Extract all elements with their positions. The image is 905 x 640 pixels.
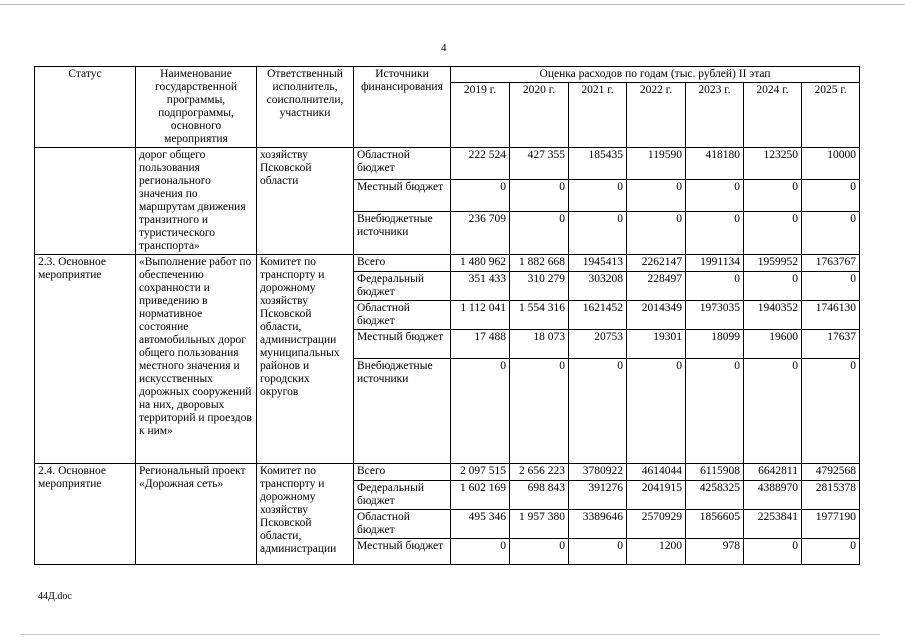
year-header: 2024 г. [744,83,802,148]
funding-source-cell: Всего [354,255,451,272]
value-cell: 1 957 380 [510,510,569,539]
responsible-cell: Комитет по транспорту и дорожному хозяйству Псковской области, администрации муниципальных районов и городских округов [257,255,354,464]
value-cell: 2 097 515 [451,464,510,481]
year-header: 2023 г. [686,83,744,148]
funding-source-cell: Местный бюджет [354,539,451,565]
value-cell: 2262147 [627,255,686,272]
value-cell: 2 656 223 [510,464,569,481]
funding-source-cell: Внебюджетные источники [354,359,451,464]
value-cell: 3780922 [569,464,627,481]
responsible-cell: хозяйству Псковской области [257,148,354,255]
value-cell: 0 [744,272,802,301]
value-cell: 2253841 [744,510,802,539]
funding-source-cell: Местный бюджет [354,330,451,359]
program-name-cell: дорог общего пользования регионального значения по маршрутам движения транзитного и туристического транспорта» [136,148,257,255]
value-cell: 0 [744,180,802,211]
value-cell: 0 [569,359,627,464]
value-cell: 0 [686,359,744,464]
value-cell: 185435 [569,148,627,180]
value-cell: 123250 [744,148,802,180]
funding-source-cell: Внебюджетные источники [354,211,451,254]
value-cell: 18 073 [510,330,569,359]
value-cell: 1973035 [686,301,744,330]
value-cell: 0 [510,211,569,254]
value-cell: 351 433 [451,272,510,301]
bottom-edge-line [20,634,880,635]
funding-source-cell: Всего [354,464,451,481]
value-cell: 1 602 169 [451,481,510,510]
value-cell: 2014349 [627,301,686,330]
year-header: 2019 г. [451,83,510,148]
value-cell: 19301 [627,330,686,359]
value-cell: 978 [686,539,744,565]
col-responsible-header: Ответственный исполнитель, соисполнители, участники [257,67,354,148]
value-cell: 1940352 [744,301,802,330]
value-cell: 18099 [686,330,744,359]
value-cell: 4614044 [627,464,686,481]
value-cell: 418180 [686,148,744,180]
value-cell: 0 [510,359,569,464]
value-cell: 3389646 [569,510,627,539]
funding-source-cell: Федеральный бюджет [354,272,451,301]
funding-source-cell: Федеральный бюджет [354,481,451,510]
status-cell: 2.4. Основное мероприятие [35,464,136,565]
value-cell: 1 554 316 [510,301,569,330]
value-cell: 495 346 [451,510,510,539]
value-cell: 0 [451,359,510,464]
value-cell: 2815378 [802,481,860,510]
value-cell: 0 [510,539,569,565]
value-cell: 6115908 [686,464,744,481]
table-row [35,148,860,180]
page-number: 4 [441,42,447,54]
value-cell: 1621452 [569,301,627,330]
col-sources-header: Источники финансирования [354,67,451,148]
funding-source-cell: Местный бюджет [354,180,451,211]
value-cell: 1763767 [802,255,860,272]
funding-source-cell: Областной бюджет [354,148,451,180]
value-cell: 0 [802,539,860,565]
table-row [35,464,860,481]
col-estimate-header: Оценка расходов по годам (тыс. рублей) II этап [451,67,860,83]
value-cell: 2570929 [627,510,686,539]
value-cell: 0 [802,359,860,464]
value-cell: 0 [744,539,802,565]
value-cell: 0 [744,359,802,464]
value-cell: 19600 [744,330,802,359]
value-cell: 0 [686,272,744,301]
status-cell: 2.3. Основное мероприятие [35,255,136,464]
year-header: 2025 г. [802,83,860,148]
table-row [35,255,860,272]
value-cell: 303208 [569,272,627,301]
value-cell: 4792568 [802,464,860,481]
value-cell: 1 882 668 [510,255,569,272]
value-cell: 1 480 962 [451,255,510,272]
value-cell: 119590 [627,148,686,180]
value-cell: 1200 [627,539,686,565]
value-cell: 1856605 [686,510,744,539]
value-cell: 17637 [802,330,860,359]
value-cell: 236 709 [451,211,510,254]
value-cell: 310 279 [510,272,569,301]
funding-source-cell: Областной бюджет [354,510,451,539]
value-cell: 0 [686,211,744,254]
value-cell: 0 [686,180,744,211]
program-name-cell: Региональный проект «Дорожная сеть» [136,464,257,565]
year-header: 2020 г. [510,83,569,148]
top-edge-line [0,4,905,5]
year-header: 2021 г. [569,83,627,148]
value-cell: 0 [627,180,686,211]
funding-source-cell: Областной бюджет [354,301,451,330]
value-cell: 228497 [627,272,686,301]
value-cell: 4258325 [686,481,744,510]
col-name-header: Наименование государственной программы, подпрограммы, основного мероприятия [136,67,257,148]
value-cell: 0 [569,180,627,211]
value-cell: 427 355 [510,148,569,180]
document-footer: 44Д.doc [38,591,72,602]
value-cell: 0 [569,539,627,565]
col-status-header: Статус [35,67,136,148]
value-cell: 2041915 [627,481,686,510]
program-name-cell: «Выполнение работ по обеспечению сохранности и приведению в нормативное состояние автомобильных дорог общего пользования местного значения и искусственных дорожных сооружений на них, дворовых территорий и проездов к ним» [136,255,257,464]
value-cell: 0 [627,359,686,464]
value-cell: 0 [627,211,686,254]
value-cell: 222 524 [451,148,510,180]
value-cell: 1959952 [744,255,802,272]
budget-table [34,66,860,565]
value-cell: 4388970 [744,481,802,510]
status-cell [35,148,136,255]
value-cell: 0 [802,211,860,254]
value-cell: 0 [451,180,510,211]
value-cell: 698 843 [510,481,569,510]
value-cell: 6642811 [744,464,802,481]
value-cell: 0 [569,211,627,254]
table-body [35,148,860,565]
value-cell: 10000 [802,148,860,180]
value-cell: 20753 [569,330,627,359]
value-cell: 0 [802,272,860,301]
value-cell: 1977190 [802,510,860,539]
value-cell: 0 [510,180,569,211]
value-cell: 391276 [569,481,627,510]
value-cell: 0 [802,180,860,211]
value-cell: 1945413 [569,255,627,272]
value-cell: 0 [744,211,802,254]
responsible-cell: Комитет по транспорту и дорожному хозяйству Псковской области, администрации [257,464,354,565]
value-cell: 1991134 [686,255,744,272]
value-cell: 0 [451,539,510,565]
year-header: 2022 г. [627,83,686,148]
value-cell: 1746130 [802,301,860,330]
value-cell: 17 488 [451,330,510,359]
value-cell: 1 112 041 [451,301,510,330]
